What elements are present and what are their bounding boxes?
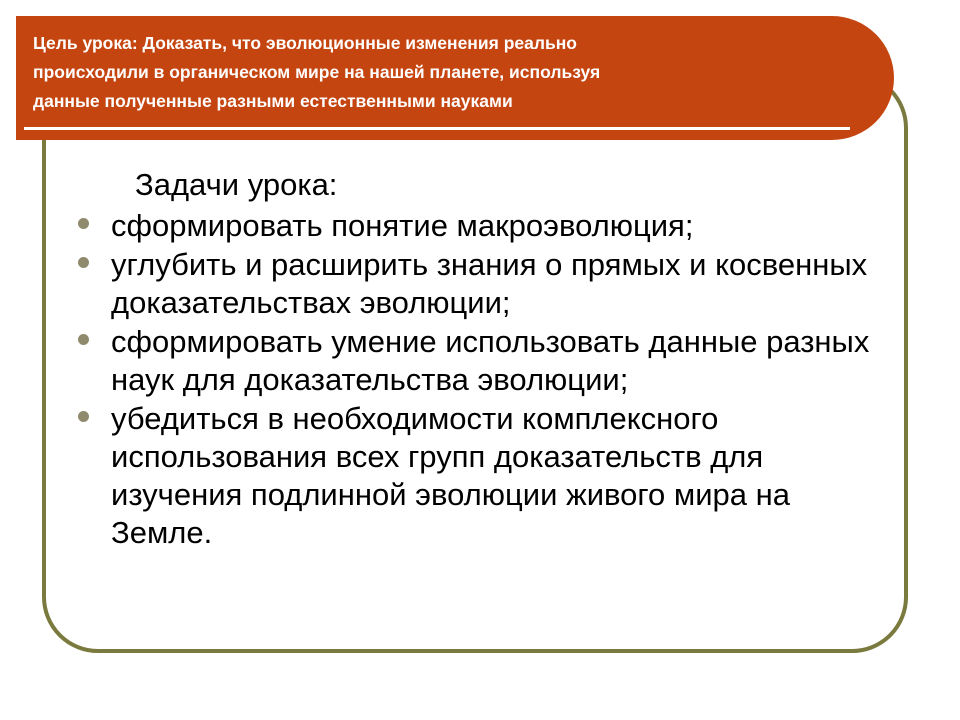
- bullet-icon: [78, 257, 89, 268]
- task-list: [72, 207, 872, 552]
- lesson-goal-title: Цель урока: Доказать, что эволюционные изменения реально происходили в органическом мире на нашей планете, используя данные полученные разными естественными науками: [33, 33, 601, 111]
- task-label: сформировать понятие макроэволюция;: [111, 208, 694, 243]
- title-banner: [16, 16, 894, 140]
- task-label: углубить и расширить знания о прямых и косвенных доказательствах эволюции;: [111, 247, 868, 320]
- bullet-icon: [78, 411, 89, 422]
- task-label: сформировать умение использовать данные разных наук для доказательства эволюции;: [111, 324, 870, 397]
- bullet-icon: [78, 218, 89, 229]
- task-label: убедиться в необходимости комплексного использования всех групп доказательств для изучения подлинной эволюции живого мира на Земле.: [111, 401, 790, 550]
- tasks-heading: Задачи урока:: [135, 167, 338, 202]
- list-item: [72, 323, 872, 399]
- bullet-icon: [78, 334, 89, 345]
- slide-body: [72, 166, 872, 553]
- title-underline: [24, 127, 850, 130]
- list-item: [72, 246, 872, 322]
- list-item: [72, 400, 872, 552]
- list-item: [72, 207, 872, 245]
